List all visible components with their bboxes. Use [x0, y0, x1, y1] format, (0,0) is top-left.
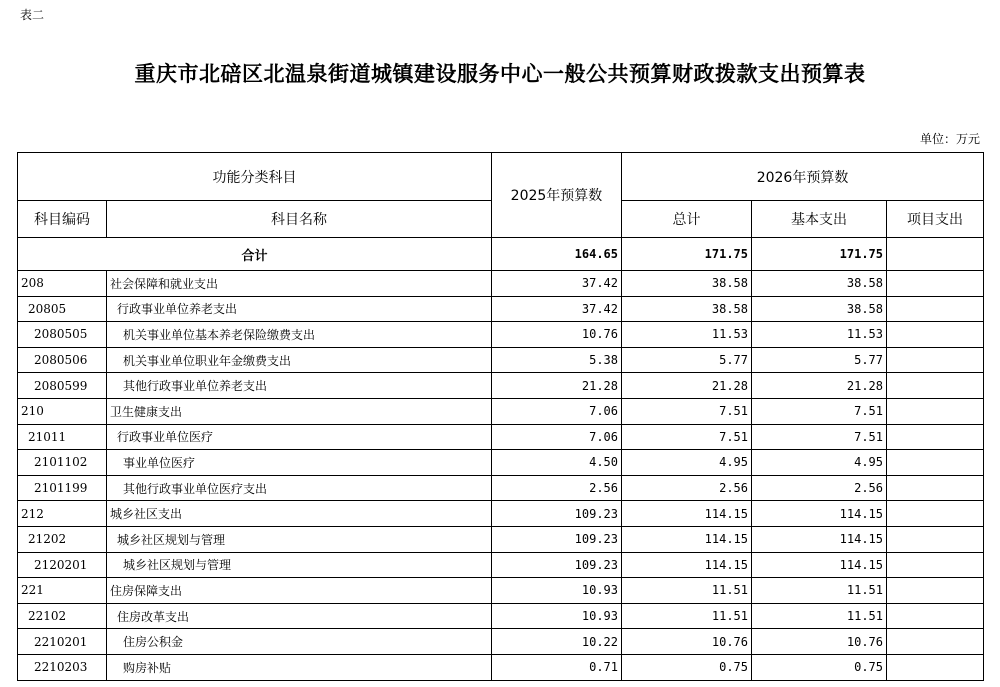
cell-code: 212 [18, 501, 107, 527]
table-row [18, 424, 984, 450]
cell-2026-total: 7.51 [622, 424, 752, 450]
cell-2026-project [887, 654, 984, 680]
cell-2026-total: 21.28 [622, 373, 752, 399]
table-row [18, 347, 984, 373]
cell-name: 社会保障和就业支出 [107, 271, 492, 297]
table-row [18, 475, 984, 501]
cell-budget-2025: 2.56 [492, 475, 622, 501]
cell-budget-2025: 37.42 [492, 271, 622, 297]
cell-2026-project [887, 271, 984, 297]
cell-2026-project [887, 629, 984, 655]
cell-code: 221 [18, 578, 107, 604]
cell-2026-project [887, 296, 984, 322]
header-total: 总计 [622, 201, 752, 238]
cell-2026-project [887, 322, 984, 348]
cell-2026-project [887, 578, 984, 604]
cell-code: 2210203 [18, 654, 107, 680]
cell-code: 21011 [18, 424, 107, 450]
cell-code: 22102 [18, 603, 107, 629]
table-row [18, 629, 984, 655]
cell-2026-total: 5.77 [622, 347, 752, 373]
cell-code: 2080599 [18, 373, 107, 399]
cell-2026-project [887, 373, 984, 399]
cell-2026-project [887, 424, 984, 450]
total-label: 合计 [18, 238, 492, 271]
cell-name: 住房公积金 [107, 629, 492, 655]
cell-code: 20805 [18, 296, 107, 322]
cell-budget-2025: 109.23 [492, 501, 622, 527]
cell-name: 购房补贴 [107, 654, 492, 680]
cell-budget-2025: 109.23 [492, 526, 622, 552]
table-row [18, 654, 984, 680]
cell-budget-2025: 10.22 [492, 629, 622, 655]
cell-2026-project [887, 450, 984, 476]
header-budget-2025: 2025年预算数 [492, 153, 622, 238]
cell-2026-project [887, 501, 984, 527]
cell-2026-project [887, 603, 984, 629]
header-basic: 基本支出 [752, 201, 887, 238]
header-name: 科目名称 [107, 201, 492, 238]
cell-budget-2025: 7.06 [492, 398, 622, 424]
cell-name: 城乡社区规划与管理 [107, 526, 492, 552]
cell-budget-2025: 5.38 [492, 347, 622, 373]
cell-2026-total: 38.58 [622, 271, 752, 297]
cell-2026-basic: 7.51 [752, 424, 887, 450]
cell-name: 机关事业单位职业年金缴费支出 [107, 347, 492, 373]
cell-code: 2210201 [18, 629, 107, 655]
cell-2026-total: 4.95 [622, 450, 752, 476]
cell-name: 行政事业单位医疗 [107, 424, 492, 450]
total-row [18, 238, 984, 271]
cell-budget-2025: 7.06 [492, 424, 622, 450]
table-row [18, 271, 984, 297]
cell-2026-basic: 114.15 [752, 552, 887, 578]
cell-name: 卫生健康支出 [107, 398, 492, 424]
header-row-1 [18, 153, 984, 201]
total-2025: 164.65 [492, 238, 622, 271]
cell-2026-total: 38.58 [622, 296, 752, 322]
cell-2026-total: 10.76 [622, 629, 752, 655]
cell-2026-basic: 0.75 [752, 654, 887, 680]
cell-name: 住房改革支出 [107, 603, 492, 629]
cell-2026-project [887, 526, 984, 552]
table-row [18, 322, 984, 348]
header-code: 科目编码 [18, 201, 107, 238]
cell-2026-basic: 38.58 [752, 271, 887, 297]
total-2026-project [887, 238, 984, 271]
cell-2026-basic: 10.76 [752, 629, 887, 655]
cell-budget-2025: 10.76 [492, 322, 622, 348]
cell-2026-basic: 38.58 [752, 296, 887, 322]
cell-name: 其他行政事业单位医疗支出 [107, 475, 492, 501]
header-functional-class: 功能分类科目 [18, 153, 492, 201]
cell-budget-2025: 0.71 [492, 654, 622, 680]
cell-code: 2080505 [18, 322, 107, 348]
cell-budget-2025: 10.93 [492, 578, 622, 604]
cell-name: 机关事业单位基本养老保险缴费支出 [107, 322, 492, 348]
header-budget-2026: 2026年预算数 [622, 153, 984, 201]
cell-2026-project [887, 347, 984, 373]
cell-code: 2080506 [18, 347, 107, 373]
cell-name: 事业单位医疗 [107, 450, 492, 476]
cell-2026-total: 114.15 [622, 501, 752, 527]
cell-code: 2101102 [18, 450, 107, 476]
cell-2026-basic: 11.53 [752, 322, 887, 348]
cell-2026-total: 11.53 [622, 322, 752, 348]
cell-2026-project [887, 475, 984, 501]
cell-2026-total: 11.51 [622, 603, 752, 629]
unit-label: 单位：万元 [919, 132, 980, 146]
cell-budget-2025: 21.28 [492, 373, 622, 399]
table-row [18, 501, 984, 527]
cell-code: 210 [18, 398, 107, 424]
cell-2026-total: 114.15 [622, 552, 752, 578]
cell-2026-basic: 114.15 [752, 526, 887, 552]
cell-2026-project [887, 398, 984, 424]
table-row [18, 296, 984, 322]
table-row [18, 552, 984, 578]
page-title: 重庆市北碚区北温泉街道城镇建设服务中心一般公共预算财政拨款支出预算表 [134, 62, 866, 86]
cell-2026-basic: 11.51 [752, 603, 887, 629]
cell-2026-basic: 11.51 [752, 578, 887, 604]
cell-code: 2101199 [18, 475, 107, 501]
cell-code: 21202 [18, 526, 107, 552]
cell-code: 2120201 [18, 552, 107, 578]
cell-2026-basic: 7.51 [752, 398, 887, 424]
cell-budget-2025: 37.42 [492, 296, 622, 322]
total-2026-total: 171.75 [622, 238, 752, 271]
cell-name: 其他行政事业单位养老支出 [107, 373, 492, 399]
cell-2026-total: 114.15 [622, 526, 752, 552]
cell-name: 城乡社区规划与管理 [107, 552, 492, 578]
table-row [18, 578, 984, 604]
table-row [18, 373, 984, 399]
table-row [18, 526, 984, 552]
cell-name: 住房保障支出 [107, 578, 492, 604]
header-project: 项目支出 [887, 201, 984, 238]
cell-2026-basic: 4.95 [752, 450, 887, 476]
cell-code: 208 [18, 271, 107, 297]
cell-name: 行政事业单位养老支出 [107, 296, 492, 322]
cell-budget-2025: 10.93 [492, 603, 622, 629]
cell-name: 城乡社区支出 [107, 501, 492, 527]
cell-2026-total: 0.75 [622, 654, 752, 680]
cell-2026-total: 2.56 [622, 475, 752, 501]
cell-2026-total: 7.51 [622, 398, 752, 424]
table-row [18, 398, 984, 424]
cell-2026-project [887, 552, 984, 578]
budget-table [17, 152, 984, 681]
cell-2026-basic: 5.77 [752, 347, 887, 373]
total-2026-basic: 171.75 [752, 238, 887, 271]
cell-2026-basic: 2.56 [752, 475, 887, 501]
cell-budget-2025: 109.23 [492, 552, 622, 578]
cell-budget-2025: 4.50 [492, 450, 622, 476]
table-row [18, 603, 984, 629]
table-number-label: 表二 [20, 8, 45, 22]
cell-2026-basic: 114.15 [752, 501, 887, 527]
cell-2026-basic: 21.28 [752, 373, 887, 399]
cell-2026-total: 11.51 [622, 578, 752, 604]
table-row [18, 450, 984, 476]
